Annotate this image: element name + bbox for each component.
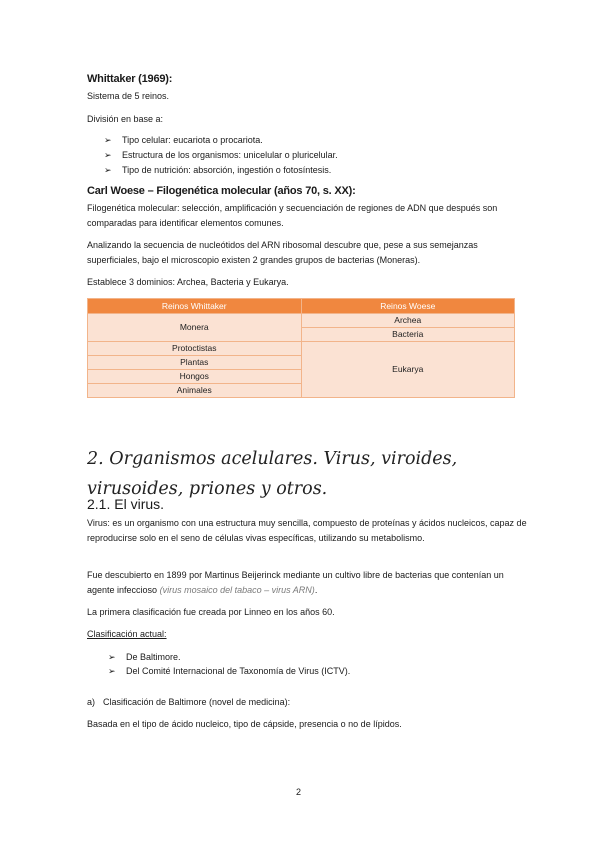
table-cell-bacteria: Bacteria	[301, 328, 515, 342]
clasificacion-item: ➢ Del Comité Internacional de Taxonomía de Virus (ICTV).	[108, 666, 351, 676]
division-intro: División en base a:	[87, 114, 164, 124]
discovery-note: (virus mosaico del tabaco – virus ARN)	[159, 584, 315, 595]
table-cell-plantas: Plantas	[88, 356, 302, 370]
clasificacion-heading: Clasificación actual:	[87, 629, 167, 639]
arrow-bullet-icon: ➢	[104, 165, 112, 175]
division-item: ➢ Tipo celular: eucariota o procariota.	[104, 135, 263, 145]
page-number: 2	[296, 787, 302, 797]
division-item: ➢ Estructura de los organismos: unicelular o pluricelular.	[104, 150, 338, 160]
clasificacion-item: ➢ De Baltimore.	[108, 652, 181, 662]
division-item: ➢ Tipo de nutrición: absorción, ingestión o fotosíntesis.	[104, 165, 332, 175]
table-cell-monera: Monera	[88, 314, 302, 342]
linneo-paragraph: La primera clasificación fue creada por Linneo en los años 60.	[87, 607, 335, 617]
woese-paragraph-3: Establece 3 dominios: Archea, Bacteria y Eukarya.	[87, 277, 289, 287]
arrow-bullet-icon: ➢	[108, 652, 116, 662]
baltimore-text: Basada en el tipo de ácido nucleico, tipo de cápside, presencia o no de lípidos.	[87, 719, 402, 729]
table-cell-animales: Animales	[88, 384, 302, 398]
baltimore-label: a)	[87, 697, 96, 707]
discovery-paragraph: Fue descubierto en 1899 por Martinus Beijerinck mediante un cultivo libre de bacterias que contenían un agente infeccioso (virus mosaico del tabaco – virus ARN).	[87, 570, 504, 595]
table-header-woese: Reinos Woese	[301, 299, 515, 314]
whittaker-line: Sistema de 5 reinos.	[87, 91, 170, 101]
table-header-whittaker: Reinos Whittaker	[88, 299, 302, 314]
woese-heading: Carl Woese – Filogenética molecular (años 70, s. XX):	[87, 185, 356, 197]
arrow-bullet-icon: ➢	[104, 135, 112, 145]
woese-paragraph-2: Analizando la secuencia de nucleótidos del ARN ribosomal descubre que, pese a sus semejanzas superficiales, bajo el microscopio existen 2 grandes grupos de bacterias (Moneras).	[87, 240, 478, 265]
woese-paragraph-1: Filogenética molecular: selección, amplificación y secuenciación de regiones de ADN que después son comparadas para identificar elementos comunes.	[87, 203, 498, 228]
arrow-bullet-icon: ➢	[108, 666, 116, 676]
whittaker-heading: Whittaker (1969):	[87, 73, 173, 85]
table-cell-archea: Archea	[301, 314, 515, 328]
virus-definition: Virus: es un organismo con una estructura muy sencilla, compuesto de proteínas y ácidos nucleicos, capaz de reproducirse solo en el seno de células vivas específicas, utilizando su metabolismo.	[87, 518, 527, 543]
table-cell-hongos: Hongos	[88, 370, 302, 384]
kingdoms-table	[87, 298, 515, 398]
baltimore-heading: a) Clasificación de Baltimore (novel de medicina):	[87, 697, 291, 707]
table-cell-protoctistas: Protoctistas	[88, 342, 302, 356]
section-title: 2. Organismos acelulares. Virus, viroides, virusoides, priones y otros.	[87, 449, 458, 499]
table-cell-eukarya: Eukarya	[301, 342, 515, 398]
subsection-title: 2.1. El virus.	[87, 496, 165, 512]
arrow-bullet-icon: ➢	[104, 150, 112, 160]
